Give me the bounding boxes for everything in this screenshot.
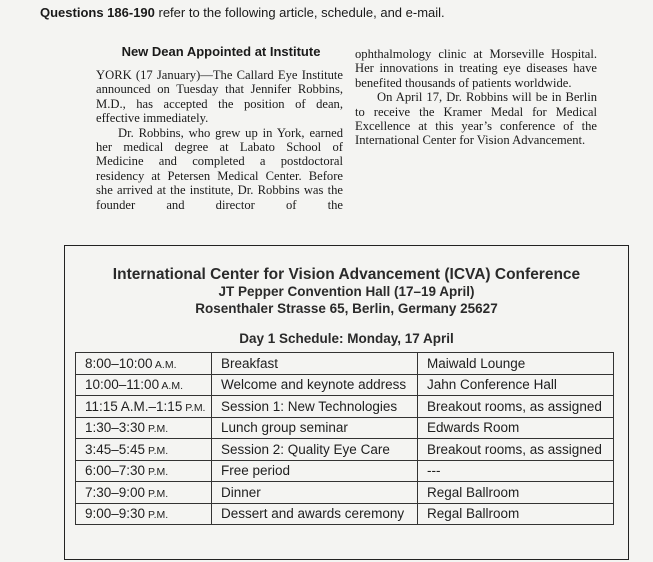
table-row — [76, 374, 614, 396]
article-title: New Dean Appointed at Institute — [121, 44, 321, 59]
time-cell: 10:00–11:00 A.M. — [76, 374, 212, 396]
instructions-text: refer to the following article, schedule, and e-mail. — [154, 5, 445, 20]
conference-venue: JT Pepper Convention Hall (17–19 April) — [218, 284, 475, 299]
table-row — [76, 417, 614, 439]
table-row — [76, 439, 614, 461]
conference-title: International Center for Vision Advancement (ICVA) Conference — [112, 266, 581, 283]
event-cell: Session 1: New Technologies — [212, 396, 418, 418]
event-cell: Session 2: Quality Eye Care — [212, 439, 418, 461]
article-column-right — [355, 47, 597, 148]
location-cell: Regal Ballroom — [418, 503, 614, 525]
time-cell: 6:00–7:30 P.M. — [76, 460, 212, 482]
schedule-box — [64, 245, 629, 560]
table-row — [76, 503, 614, 525]
location-cell: Regal Ballroom — [418, 482, 614, 504]
schedule-table — [75, 352, 614, 525]
time-cell: 11:15 A.M.–1:15 P.M. — [76, 396, 212, 418]
table-row — [76, 353, 614, 375]
time-cell: 9:00–9:30 P.M. — [76, 503, 212, 525]
event-cell: Dessert and awards ceremony — [212, 503, 418, 525]
table-row — [76, 396, 614, 418]
event-cell: Free period — [212, 460, 418, 482]
event-cell: Welcome and keynote address — [212, 374, 418, 396]
event-cell: Lunch group seminar — [212, 417, 418, 439]
time-cell: 3:45–5:45 P.M. — [76, 439, 212, 461]
conference-address: Rosenthaler Strasse 65, Berlin, Germany 25627 — [195, 301, 498, 316]
table-row — [76, 482, 614, 504]
location-cell: Maiwald Lounge — [418, 353, 614, 375]
location-cell: Jahn Conference Hall — [418, 374, 614, 396]
location-cell: Edwards Room — [418, 417, 614, 439]
time-cell: 8:00–10:00 A.M. — [76, 353, 212, 375]
event-cell: Dinner — [212, 482, 418, 504]
question-range: Questions 186-190 — [40, 5, 155, 20]
article-paragraph: Dr. Robbins, who grew up in York, earned her medical degree at Labato School of Medicine and completed a postdoctoral residency at Petersen Medical Center. Before she arrived at the institute, Dr. Robbins was the founder and director of the — [96, 125, 343, 212]
article-paragraph: YORK (17 January)—The Callard Eye Institute announced on Tuesday that Jennifer Robbins, M.D., has accepted the position of dean, effective immediately. — [96, 68, 343, 126]
article-paragraph: ophthalmology clinic at Morseville Hospital. Her innovations in treating eye diseases have benefited thousands of patients worldwide. — [355, 47, 597, 90]
day-schedule-title: Day 1 Schedule: Monday, 17 April — [239, 331, 454, 346]
location-cell: Breakout rooms, as assigned — [418, 396, 614, 418]
location-cell: Breakout rooms, as assigned — [418, 439, 614, 461]
article-paragraph: On April 17, Dr. Robbins will be in Berlin to receive the Kramer Medal for Medical Excellence at this year’s conference of the International Center for Vision Advancement. — [355, 90, 597, 148]
event-cell: Breakfast — [212, 353, 418, 375]
time-cell: 7:30–9:00 P.M. — [76, 482, 212, 504]
time-cell: 1:30–3:30 P.M. — [76, 417, 212, 439]
instructions — [40, 5, 445, 20]
article-column-left — [96, 68, 343, 212]
table-row — [76, 460, 614, 482]
location-cell: --- — [418, 460, 614, 482]
